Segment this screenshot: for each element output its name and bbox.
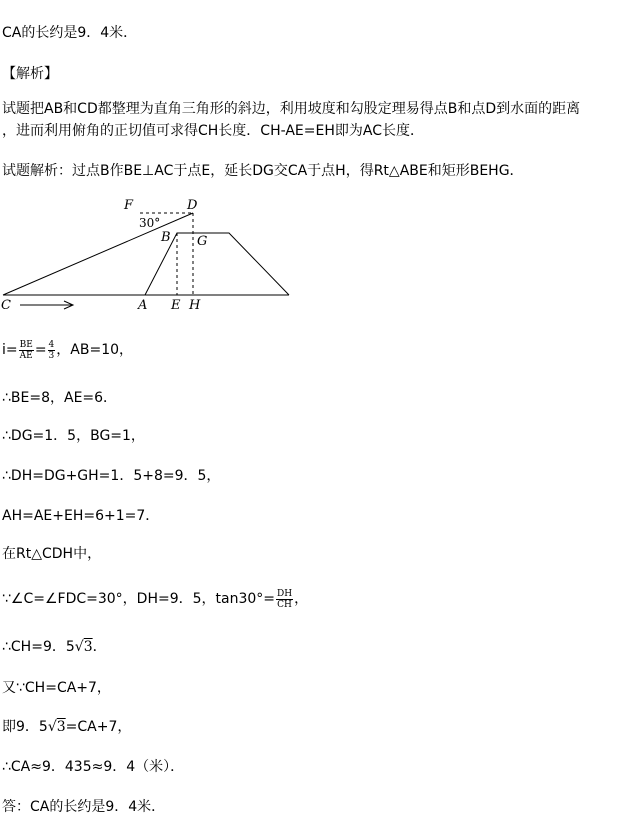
label-A: A bbox=[138, 298, 148, 312]
line-CD bbox=[3, 213, 193, 295]
label-D: D bbox=[187, 198, 198, 213]
analysis-text-1: 试题把AB和CD都整理为直角三角形的斜边，利用坡度和勾股定理易得点B和点D到水面的距离 bbox=[2, 101, 581, 117]
step-line-1: ∴BE=8，AE=6． bbox=[2, 390, 118, 406]
label-B: B bbox=[161, 230, 171, 245]
slope-line: i= $\frac{BE}{AE}$ = $\frac{4}{3}$ ，AB=10， bbox=[2, 339, 134, 361]
tan-line: ∵∠C=∠FDC=30°，DH=9．5，tan30°= $\frac{DH}{CH}$ ， bbox=[2, 588, 309, 610]
result-line: ∴CA≈9．435≈9．4（米）． bbox=[2, 759, 185, 775]
label-G: G bbox=[197, 234, 208, 249]
step-line-3: ∴DH=DG+GH=1．5+8=9．5， bbox=[2, 468, 221, 484]
solution-intro: 试题解析：过点B作BE⊥AC于点E，延长DG交CA于点H，得Rt△ABE和矩形BEHG． bbox=[2, 163, 524, 179]
label-F: F bbox=[124, 198, 134, 213]
step-line-4: AH=AE+EH=6+1=7． bbox=[2, 508, 160, 524]
analysis-heading: 【解析】 bbox=[2, 66, 58, 82]
equation-line: 即9．5√3=CA+7， bbox=[2, 719, 132, 735]
step-line-2: ∴DG=1．5，BG=1， bbox=[2, 428, 145, 444]
step-line-6: 又∵CH=CA+7， bbox=[2, 680, 111, 696]
ch-line: ∴CH=9．5√3． bbox=[2, 639, 107, 655]
sqrt-3: √3 bbox=[74, 639, 93, 655]
label-E: E bbox=[171, 298, 181, 312]
step-line-5: 在Rt△CDH中， bbox=[2, 546, 102, 562]
label-C: C bbox=[1, 298, 11, 312]
answer-line: CA的长约是9．4米． bbox=[2, 25, 138, 41]
geometry-diagram bbox=[0, 192, 300, 312]
fraction-BE-AE: $\frac{BE}{AE}$ bbox=[19, 339, 33, 361]
analysis-text-2: ，进而利用俯角的正切值可求得CH长度．CH-AE=EH即为AC长度． bbox=[2, 123, 424, 139]
fraction-DH-CH: $\frac{DH}{CH}$ bbox=[277, 588, 293, 610]
label-H: H bbox=[189, 298, 201, 312]
final-answer: 答：CA的长约是9．4米． bbox=[2, 799, 166, 815]
fraction-4-3: $\frac{4}{3}$ bbox=[48, 339, 55, 361]
label-angle: 30° bbox=[139, 216, 161, 230]
sqrt-3-b: √3 bbox=[47, 719, 66, 735]
